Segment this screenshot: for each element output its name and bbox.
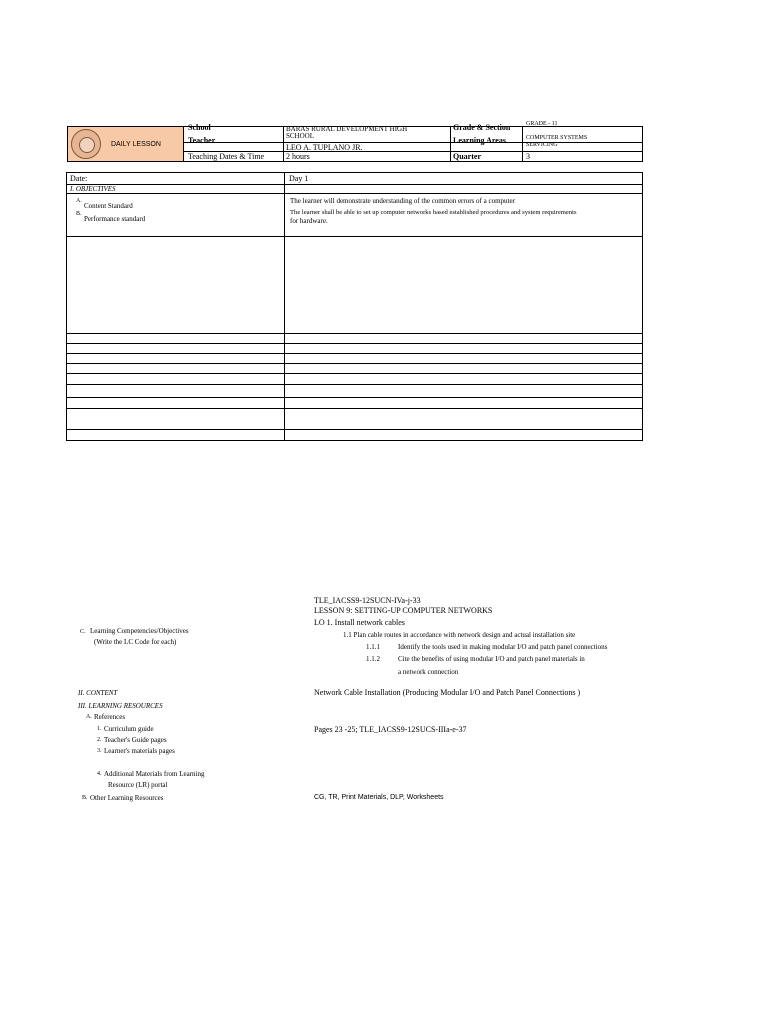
day-label: Day 1 <box>289 174 309 183</box>
deped-seal-icon <box>71 129 101 159</box>
header-right-border <box>642 126 643 162</box>
pages-value: Pages 23 -25; TLE_IACSS9-12SUCS-IIIa-e-37 <box>314 725 467 734</box>
objective-1-1-2-number: 1.1.2 <box>366 655 380 663</box>
table-left-border <box>66 172 67 440</box>
table-row-divider-1 <box>66 333 643 334</box>
table-row-divider-3 <box>66 353 643 354</box>
header-bottom-border <box>184 161 643 162</box>
table-row-divider-6 <box>66 384 643 385</box>
header-col-divider-1 <box>283 126 284 162</box>
table-row-divider-5 <box>66 373 643 374</box>
learning-area-value-line2: SERVICING <box>526 142 558 148</box>
lesson-title: LESSON 9: SETTING-UP COMPUTER NETWORKS <box>314 606 493 615</box>
performance-standard-value-line1: The learner shall be able to set up computer networks based established procedures and system requirements <box>290 209 577 216</box>
ref4-label-line1: Additional Materials from Learning <box>104 770 205 778</box>
references-letter: A. <box>86 714 92 720</box>
objective-1-1: 1.1 Plan cable routes in accordance with network design and actual installation site <box>343 631 576 639</box>
ref1-number: 1. <box>97 726 102 732</box>
learning-resources-heading: III. LEARNING RESOURCES <box>78 702 163 710</box>
competencies-letter: C. <box>80 629 86 635</box>
table-objectives-divider <box>66 193 643 194</box>
objective-1-1-1-text: Identify the tools used in making modular I/O and patch panel connections <box>398 643 608 651</box>
daily-lesson-title: DAILY LESSON <box>111 141 161 148</box>
header-top-border <box>184 126 643 127</box>
objective-1-1-1-number: 1.1.1 <box>366 643 380 651</box>
table-standards-divider <box>66 236 643 237</box>
content-value: Network Cable Installation (Producing Modular I/O and Patch Panel Connections ) <box>314 688 581 697</box>
teacher-value: LEO A. TUPLANO JR. <box>286 143 363 152</box>
school-value-line1: BARAS RURAL DEVELOPMENT HIGH <box>286 125 408 133</box>
dates-value: 2 hours <box>286 152 310 161</box>
learning-areas-label: Learning Areas <box>453 136 506 145</box>
content-standard-value: The learner will demonstrate understanding of the common errors of a computer <box>290 197 515 205</box>
quarter-value: 3 <box>526 152 530 161</box>
objectives-heading: I. OBJECTIVES <box>70 185 116 193</box>
header-col-divider-3 <box>522 126 523 162</box>
table-row-divider-8 <box>66 408 643 409</box>
table-row-divider-9 <box>66 429 643 430</box>
table-row-divider-7 <box>66 397 643 398</box>
table-row-divider-4 <box>66 363 643 364</box>
performance-standard-letter: B. <box>76 211 82 217</box>
dates-label: Teaching Dates & Time <box>188 152 265 161</box>
references-label: References <box>94 713 126 721</box>
performance-standard-value-line2: for hardware. <box>290 217 328 225</box>
lc-code: TLE_IACSS9-12SUCN-IVa-j-33 <box>314 596 421 605</box>
ref3-number: 3. <box>97 748 102 754</box>
ref4-number: 4. <box>97 771 102 777</box>
ref2-number: 2. <box>97 737 102 743</box>
table-bottom-border <box>66 440 643 441</box>
ref4-label-line2: Resource (LR) portal <box>108 781 168 789</box>
other-resources-letter: B. <box>82 795 88 801</box>
table-col-divider <box>284 172 285 440</box>
table-row-divider-2 <box>66 343 643 344</box>
quarter-label: Quarter <box>453 152 481 161</box>
content-heading: II. CONTENT <box>78 689 118 697</box>
table-top-border <box>66 172 643 173</box>
ref3-label: Learner's materials pages <box>104 747 175 755</box>
teacher-label: Teacher <box>188 136 216 145</box>
other-resources-label: Other Learning Resources <box>90 794 164 802</box>
learning-area-value-line1: COMPUTER SYSTEMS <box>526 135 588 141</box>
objective-1-1-2-text-line2: a network connection <box>398 668 459 676</box>
table-right-border <box>642 172 643 440</box>
ref1-label: Curriculum guide <box>104 725 154 733</box>
objective-1-1-2-text-line1: Cite the benefits of using modular I/O and patch panel materials in <box>398 655 585 663</box>
learning-outcome: LO 1. Install network cables <box>314 618 405 627</box>
content-standard-label: Content Standard <box>84 202 133 210</box>
header-col-divider-2 <box>450 126 451 162</box>
grade-value: GRADE - 11 <box>526 121 558 127</box>
school-label: School <box>188 123 211 132</box>
performance-standard-label: Performance standard <box>84 215 146 223</box>
school-value-line2: SCHOOL <box>286 132 315 140</box>
header-row-divider-1 <box>184 142 643 143</box>
daily-lesson-logo-cell <box>67 126 184 162</box>
competencies-label-line2: (Write the LC Code for each) <box>94 638 177 646</box>
content-standard-letter: A. <box>76 198 82 204</box>
competencies-label-line1: Learning Competencies/Objectives <box>90 627 189 635</box>
date-label: Date: <box>70 174 88 183</box>
grade-section-label: Grade & Section <box>453 123 511 132</box>
ref2-label: Teacher's Guide pages <box>104 736 167 744</box>
table-date-divider <box>66 184 643 185</box>
other-resources-value: CG, TR, Print Materials, DLP, Worksheets <box>314 794 444 801</box>
